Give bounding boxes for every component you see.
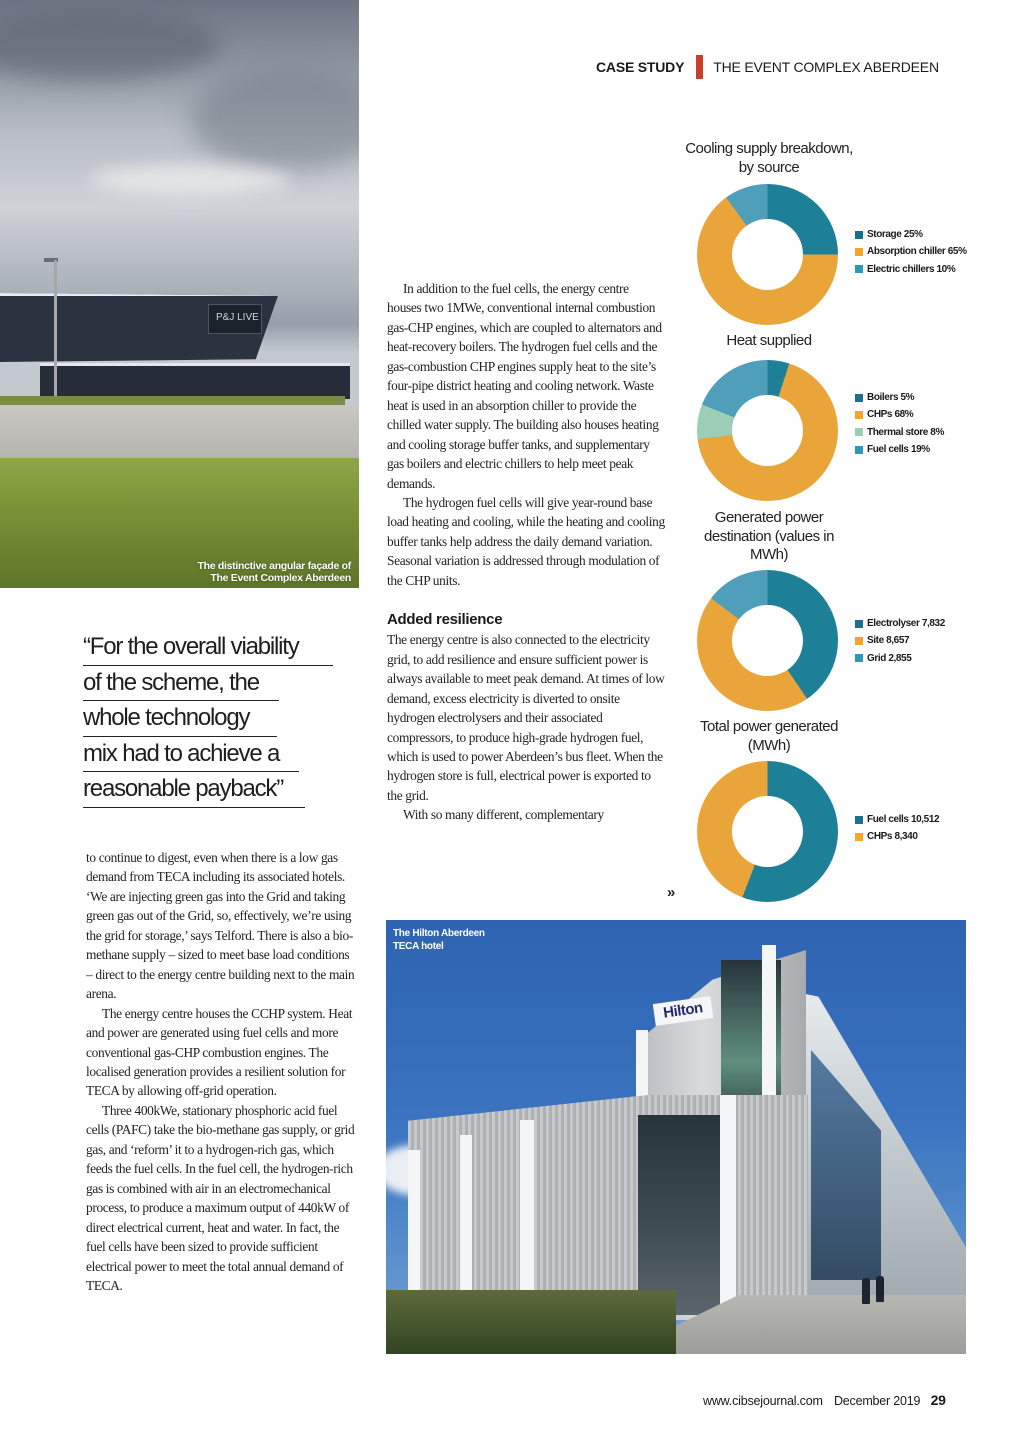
pedestrian: [862, 1278, 870, 1304]
chart-cooling-supply: [685, 140, 1005, 320]
legend-item: [855, 261, 967, 278]
page-number: 29: [930, 1392, 946, 1408]
legend-label: Electric chillers 10%: [867, 263, 956, 275]
glass-entrance: [638, 1115, 720, 1315]
white-pillar: [460, 1135, 472, 1295]
legend-item: [855, 632, 945, 649]
legend-swatch: [855, 637, 863, 645]
legend-swatch: [855, 816, 863, 824]
paragraph: The energy centre houses the CCHP system. Heat and power are generated using fuel cells and more conventional gas-CHP combustion engines. The localised generation provides a resilient solution for TECA by allowing off-grid operation.: [86, 1005, 353, 1099]
body-column-middle: [387, 279, 665, 825]
donut-chart: [697, 761, 838, 902]
legend-swatch: [855, 394, 863, 402]
subheading: Added resilience: [387, 611, 503, 629]
journal-url: www.cibsejournal.com: [703, 1394, 823, 1408]
paragraph: The hydrogen fuel cells will give year-round base load heating and cooling, while the heating and cooling buffer tanks help address the daily demand variation. Seasonal variation is addressed through modulation of the CHP units.: [387, 494, 665, 588]
chart-title: Cooling supply breakdown, by source: [685, 140, 853, 176]
pull-quote-line: “For the overall viability: [83, 630, 333, 666]
legend-label: Grid 2,855: [867, 652, 912, 664]
legend-label: CHPs 8,340: [867, 831, 918, 843]
legend-item: [855, 828, 939, 845]
cloud: [90, 165, 290, 195]
legend-swatch: [855, 265, 863, 273]
legend-item: [855, 811, 939, 828]
white-pillar: [408, 1150, 420, 1295]
chart-legend: [855, 615, 945, 667]
event-complex-photo: [0, 0, 359, 588]
photo-caption: [198, 560, 351, 584]
legend-item: [855, 424, 944, 441]
chart-title: Total power generated (MWh): [700, 718, 838, 754]
running-header: [596, 56, 939, 78]
donut-chart: [697, 570, 838, 711]
legend-item: [855, 389, 944, 406]
legend-label: Fuel cells 19%: [867, 443, 930, 455]
chart-legend: [855, 389, 944, 458]
legend-item: [855, 406, 944, 423]
pavement: [0, 405, 359, 460]
chart-total-power-generated: [685, 718, 1005, 908]
donut-chart: [697, 184, 838, 325]
donut-chart: [697, 360, 838, 501]
legend-item: [855, 243, 967, 260]
legend-swatch: [855, 446, 863, 454]
chart-title: Generated power destination (values in MWh): [704, 509, 834, 563]
legend-item: [855, 615, 945, 632]
caption-line: TECA hotel: [393, 941, 444, 952]
legend-label: Storage 25%: [867, 229, 923, 240]
legend-label: Site 8,657: [867, 635, 910, 647]
pull-quote-line: reasonable payback”: [83, 772, 305, 808]
cloud: [0, 10, 220, 80]
pedestrian: [876, 1276, 884, 1302]
paragraph: The energy centre is also connected to the electricity grid, to add resilience and ensure sufficient power is always available to meet peak demand. At times of low demand, excess electricity is diverted to onsite hydrogen electrolysers and their associated compressors, to produce high-grade hydrogen fuel, which is used to power Aberdeen’s bus fleet. When the hydrogen store is full, electrical power is exported to the grid.: [387, 632, 665, 803]
legend-item: [855, 441, 944, 458]
caption-line: The Event Complex Aberdeen: [210, 572, 351, 584]
paragraph: Three 400kWe, stationary phosphoric acid fuel cells (PAFC) take the bio-methane gas supply, or grid gas, and ‘reform’ it to a hydrogen-rich gas, which feeds the fuel cells. In the fuel cell, the hydrogen-rich gas is combined with air in an electromechanical process, to produce a maximum output of 440kW of direct electrical current, heat and water. In fact, the fuel cells have been sized to provide sufficient electrical power to meet the total annual demand of TECA.: [86, 1102, 355, 1293]
hilton-hotel-photo: [386, 920, 966, 1354]
legend-label: CHPs 68%: [867, 409, 914, 421]
pull-quote: [83, 630, 338, 808]
screen-text: P&J LIVE: [216, 312, 259, 323]
paragraph: With so many different, complementary: [403, 807, 604, 823]
legend-label: Electrolyser 7,832: [867, 618, 945, 629]
legend-item: [855, 650, 945, 667]
pull-quote-line: of the scheme, the: [83, 666, 279, 702]
planting-bed: [386, 1290, 676, 1354]
caption-line: The distinctive angular façade of: [197, 560, 351, 572]
legend-label: Boilers 5%: [867, 392, 915, 403]
chart-generated-power-destination: [685, 509, 1005, 709]
legend-swatch: [855, 248, 863, 256]
chart-title: Heat supplied: [726, 332, 812, 349]
legend-label: Absorption chiller 65%: [867, 246, 967, 258]
chart-heat-supplied: [685, 332, 1005, 507]
paragraph: to continue to digest, even when there is a low gas demand from TECA including its associated hotels. ‘We are injecting green gas into the Grid and taking green gas out of the Grid, so, effectively, we’re using the grid for storage,’ says Telford. There is also a bio-methane supply – sized to meet base load conditions – direct to the energy centre building next to the main arena.: [86, 850, 355, 1002]
building-lower-block: [40, 363, 350, 399]
photo-caption: [393, 927, 485, 953]
cloud: [190, 70, 359, 170]
legend-swatch: [855, 654, 863, 662]
pull-quote-line: whole technology: [83, 701, 277, 737]
section-label: CASE STUDY: [596, 59, 685, 75]
body-column-left: [86, 848, 358, 1295]
page-footer: [703, 1392, 946, 1408]
chart-legend: [855, 811, 939, 846]
hilton-sign: Hilton: [653, 996, 713, 1026]
pull-quote-line: mix had to achieve a: [83, 737, 299, 773]
legend-label: Fuel cells 10,512: [867, 814, 940, 825]
issue-date: December 2019: [833, 1394, 921, 1408]
legend-label: Thermal store 8%: [867, 426, 944, 438]
caption-line: The Hilton Aberdeen: [393, 928, 485, 939]
header-divider-bar: [696, 55, 703, 79]
legend-swatch: [855, 620, 863, 628]
chart-legend: [855, 226, 967, 278]
white-pillar: [520, 1120, 534, 1300]
legend-swatch: [855, 411, 863, 419]
paragraph: In addition to the fuel cells, the energy centre houses two 1MWe, conventional internal combustion gas-CHP engines, which are coupled to alternators and heat-recovery boilers. The hydrogen fuel cells and the gas-combustion CHP engines supply heat to the site’s four-pipe district heating and cooling network. Waste heat is used in an absorption chiller to provide the chilled water supply. The building also houses heating and cooling storage buffer tanks, and supplementary gas boilers and electric chillers to help meet peak demands.: [387, 281, 662, 491]
white-pillar: [720, 1095, 736, 1320]
continue-arrow-icon: »: [667, 884, 676, 901]
legend-swatch: [855, 231, 863, 239]
lamp-post: [54, 260, 57, 410]
legend-swatch: [855, 428, 863, 436]
legend-item: [855, 226, 967, 243]
article-title: THE EVENT COMPLEX ABERDEEN: [713, 59, 939, 75]
legend-swatch: [855, 833, 863, 841]
